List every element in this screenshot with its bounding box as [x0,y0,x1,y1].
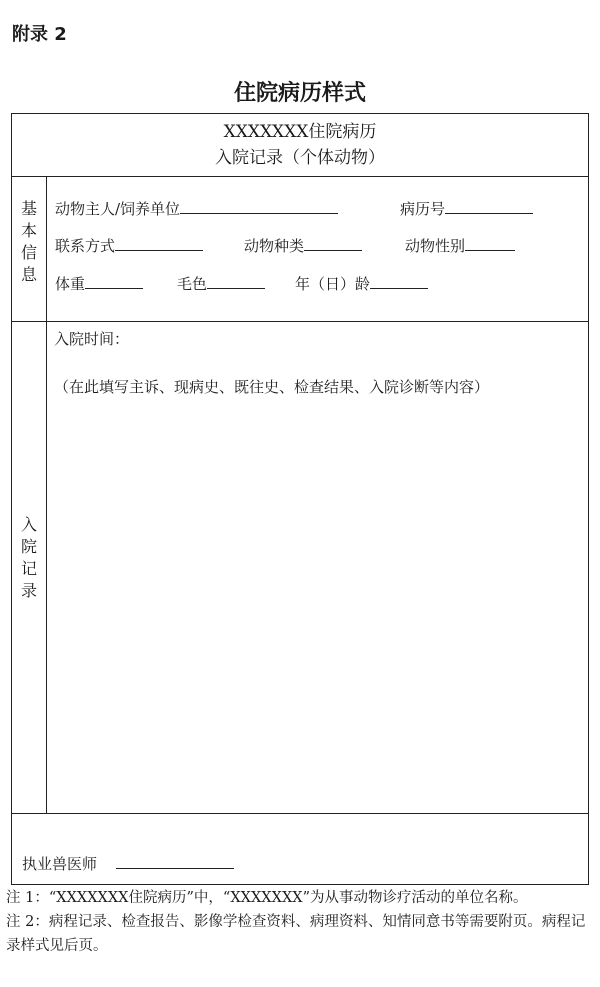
sex-blank[interactable] [465,234,515,251]
coat-color-blank[interactable] [207,272,265,289]
contact-field: 联系方式 [55,234,203,256]
appendix-label: 附录 2 [12,24,67,45]
record-no-field: 病历号 [400,197,533,219]
header-divider [12,176,588,177]
weight-field: 体重 [55,272,143,294]
label-column-divider [46,176,47,813]
notes [6,886,594,958]
admission-time-label: 入院时间： [54,330,130,348]
coat-color-field: 毛色 [177,272,265,294]
form-header-subtitle: 入院记录（个体动物） [215,148,385,168]
age-field: 年（日）龄 [295,272,428,294]
admission-record-label: 入 院 记 录 [20,515,37,600]
admission-divider [12,813,588,814]
document-title: 住院病历样式 [233,80,366,106]
species-field: 动物种类 [244,234,362,256]
record-no-blank[interactable] [445,197,533,214]
weight-blank[interactable] [85,272,143,289]
note-2: 注 2：病程记录、检查报告、影像学检查资料、病理资料、知情同意书等需要附页。病程记录样式见后页。 [6,914,586,954]
basic-info-divider [12,321,588,322]
vet-signature-field: 执业兽医师 [22,852,234,874]
sex-field: 动物性别 [405,234,515,256]
basic-info-label: 基 本 信 息 [20,199,37,284]
owner-field: 动物主人/饲养单位 [55,197,338,219]
admission-instruction: （在此填写主诉、现病史、既往史、检查结果、入院诊断等内容） [54,378,490,396]
owner-blank[interactable] [180,197,338,214]
vet-signature-blank[interactable] [116,852,234,869]
note-1: 注 1：“XXXXXXX住院病历”中，“XXXXXXX”为从事动物诊疗活动的单位名称。 [6,890,528,906]
age-blank[interactable] [370,272,428,289]
form-header-title: XXXXXXX住院病历 [223,122,377,142]
contact-blank[interactable] [115,234,203,251]
species-blank[interactable] [304,234,362,251]
admission-form-table [11,113,589,885]
